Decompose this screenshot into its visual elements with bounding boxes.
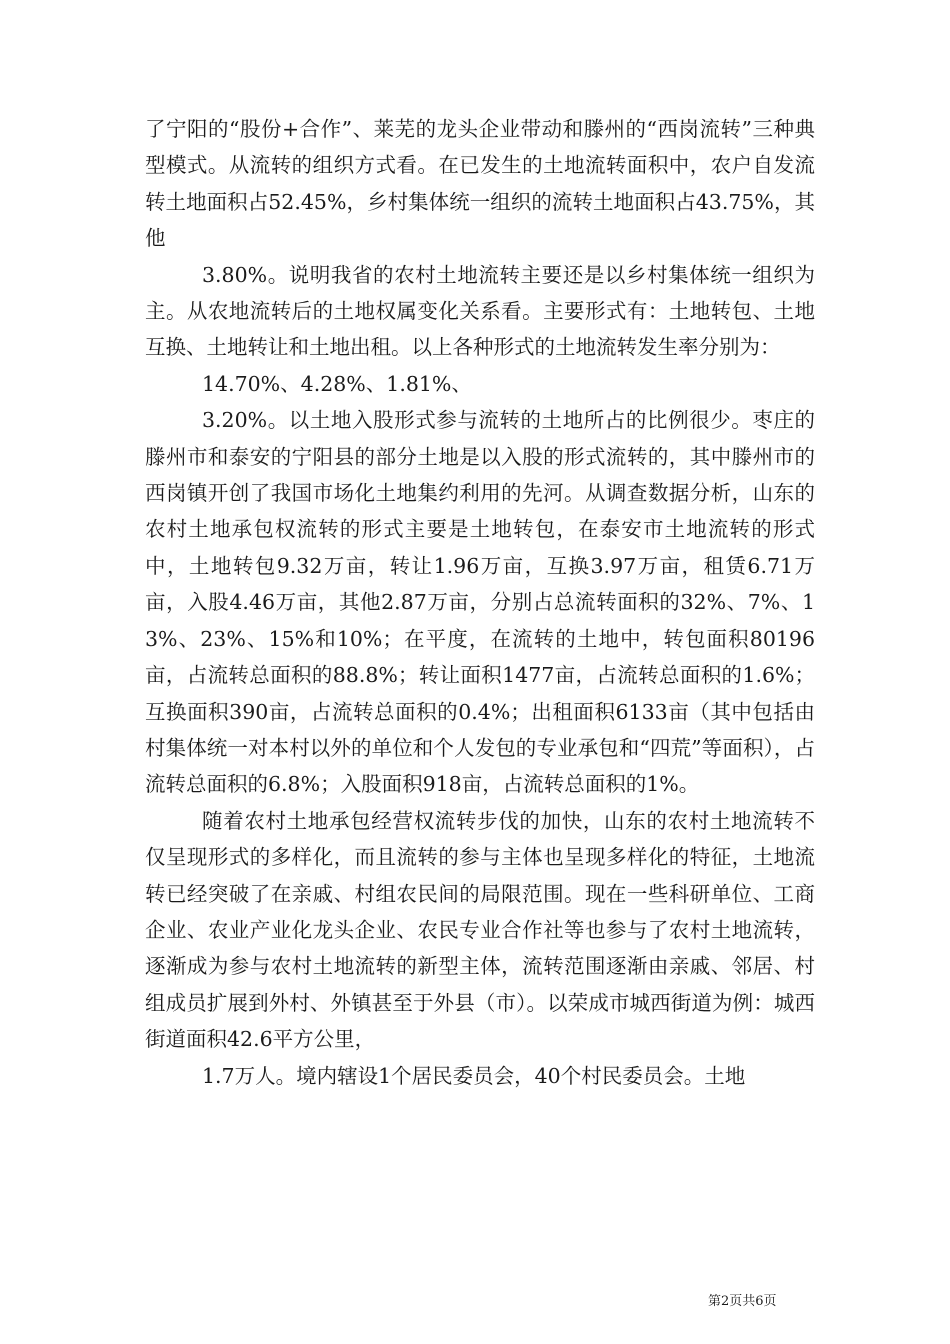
document-body [145, 111, 815, 1094]
paragraph-3: 14.70%、4.28%、1.81%、 [202, 371, 472, 396]
page-number-footer: 第2页共6页 [708, 1294, 777, 1309]
paragraph-4: 3.20%。以土地入股形式参与流转的土地所占的比例很少。枣庄的滕州市和泰安的宁阳县的部分土地是以入股的形式流转的，其中滕州市的西岗镇开创了我国市场化土地集约利用的先河。从调查数据分析，山东的农村土地承包权流转的形式主要是土地转包，在泰安市土地流转的形式中，土地转包9.32万亩，转让1.96万亩，互换3.97万亩，租赁6.71万亩，入股4.46万亩，其他2.87万亩，分别占总流转面积的32%、7%、13%、23%、15%和10%；在平度，在流转的土地中，转包面积80196亩，占流转总面积的88.8%；转让面积1477亩，占流转总面积的1.6%；互换面积390亩，占流转总面积的0.4%；出租面积6133亩（其中包括由村集体统一对本村以外的单位和个人发包的专业承包和“四荒”等面积），占流转总面积的6.8%；入股面积918亩，占流转总面积的1%。 [145, 408, 815, 797]
paragraph-5: 随着农村土地承包经营权流转步伐的加快，山东的农村土地流转不仅呈现形式的多样化，而且流转的参与主体也呈现多样化的特征，土地流转已经突破了在亲戚、村组农民间的局限范围。现在一些科研单位、工商企业、农业产业化龙头企业、农民专业合作社等也参与了农村土地流转，逐渐成为参与农村土地流转的新型主体，流转范围逐渐由亲戚、邻居、村组成员扩展到外村、外镇甚至于外县（市）。以荣成市城西街道为例：城西街道面积42.6平方公里， [145, 808, 815, 1052]
paragraph-1: 了宁阳的“股份+合作”、莱芜的龙头企业带动和滕州的“西岗流转”三种典型模式。从流转的组织方式看。在已发生的土地流转面积中，农户自发流转土地面积占52.45%，乡村集体统一组织的流转土地面积占43.75%，其他 [145, 117, 815, 251]
paragraph-6: 1.7万人。境内辖设1个居民委员会，40个村民委员会。土地 [202, 1063, 746, 1088]
paragraph-2: 3.80%。说明我省的农村土地流转主要还是以乡村集体统一组织为主。从农地流转后的土地权属变化关系看。主要形式有：土地转包、土地互换、土地转让和土地出租。以上各种形式的土地流转发生率分别为： [145, 262, 815, 360]
